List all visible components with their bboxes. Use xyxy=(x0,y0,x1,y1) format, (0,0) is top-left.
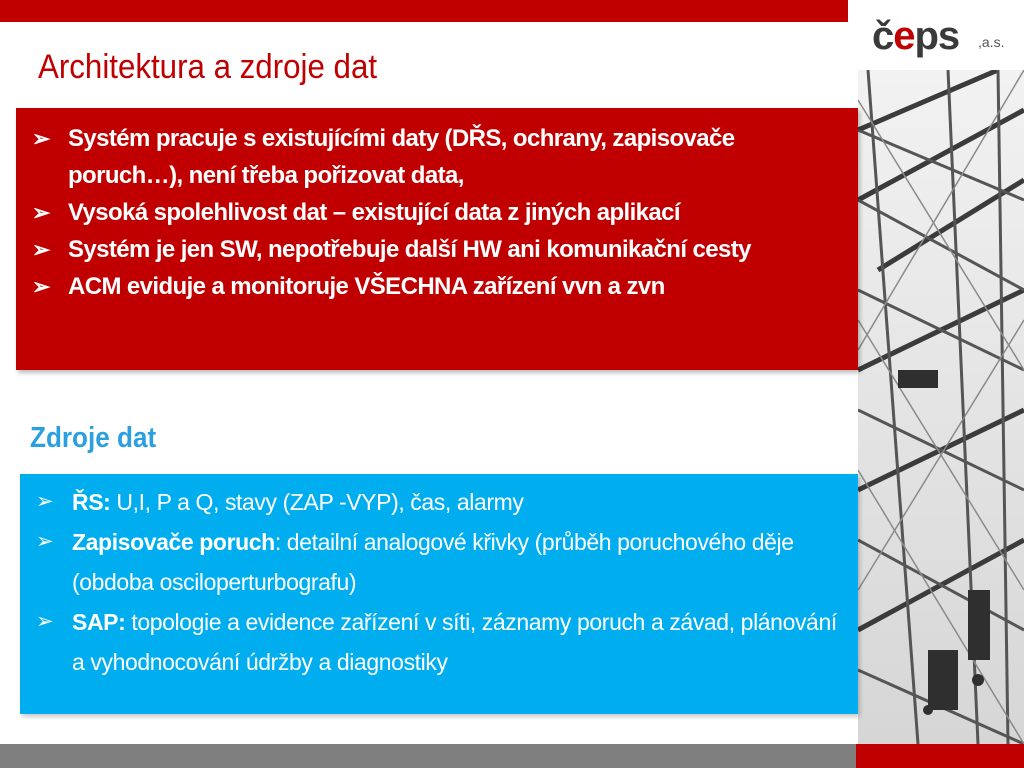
list-item xyxy=(34,522,854,602)
bullet-text: Systém je jen SW, nepotřebuje další HW ani komunikační cesty xyxy=(68,236,751,263)
list-item xyxy=(30,231,850,268)
source-text: : detailní analogové křivky (průběh poruchového děje (obdoba osciloperturbografu) xyxy=(72,529,794,595)
arrow-bullet-icon: ➢ xyxy=(32,126,50,151)
sources-list xyxy=(34,482,854,682)
page-title: Architektura a zdroje dat xyxy=(38,48,378,86)
source-term: SAP: xyxy=(72,609,126,635)
ceps-logo xyxy=(872,10,1018,64)
list-item xyxy=(30,120,850,194)
list-item xyxy=(34,602,854,682)
sources-heading: Zdroje dat xyxy=(30,422,157,454)
logo-suffix: ,a.s. xyxy=(978,34,1005,50)
bullet-text: ACM eviduje a monitoruje VŠECHNA zařízení vvn a zvn xyxy=(68,273,665,300)
arrow-bullet-icon: ➢ xyxy=(32,200,50,225)
arrow-bullet-icon: ➢ xyxy=(36,610,54,633)
list-item xyxy=(30,268,850,305)
bottom-gray-bar xyxy=(0,744,856,768)
source-term: Zapisovače poruch xyxy=(72,529,275,555)
sources-box xyxy=(20,474,858,714)
arrow-bullet-icon: ➢ xyxy=(36,490,54,513)
top-red-bar xyxy=(0,0,848,22)
source-term: ŘS: xyxy=(72,489,111,515)
intro-list xyxy=(30,120,850,305)
logo-wordmark: čeps xyxy=(872,14,960,58)
source-text: topologie a evidence zařízení v síti, záznamy poruch a závad, plánování a vyhodnocování údržby a diagnostiky xyxy=(72,609,837,675)
bullet-text: Systém pracuje s existujícími daty (DŘS, ochrany, zapisovače poruch…), není třeba pořizovat data, xyxy=(68,125,735,189)
bullet-text: Vysoká spolehlivost dat – existující data z jiných aplikací xyxy=(68,199,680,226)
arrow-bullet-icon: ➢ xyxy=(32,274,50,299)
intro-box xyxy=(16,108,858,370)
bottom-red-bar xyxy=(856,744,1024,768)
transmission-tower-photo xyxy=(858,70,1024,744)
source-text: U,I, P a Q, stavy (ZAP -VYP), čas, alarmy xyxy=(110,489,524,515)
list-item xyxy=(34,482,854,522)
tower-lattice-graphic xyxy=(858,70,1024,744)
list-item xyxy=(30,194,850,231)
arrow-bullet-icon: ➢ xyxy=(36,530,54,553)
arrow-bullet-icon: ➢ xyxy=(32,237,50,262)
